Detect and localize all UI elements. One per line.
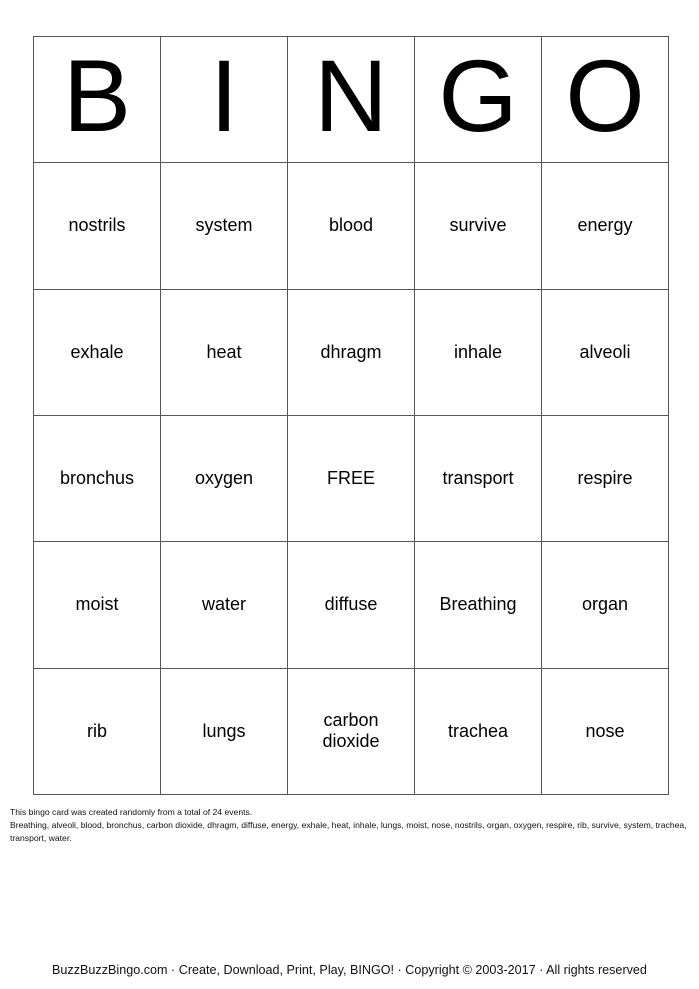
bingo-row [34, 163, 669, 289]
bingo-row [34, 289, 669, 415]
bingo-cell: survive [415, 163, 542, 289]
bingo-row [34, 668, 669, 794]
bingo-cell: respire [542, 415, 669, 541]
card-summary: This bingo card was created randomly from a total of 24 events. [10, 807, 253, 817]
events-list: Breathing, alveoli, blood, bronchus, carbon dioxide, dhragm, diffuse, energy, exhale, heat, inhale, lungs, moist, nose, nostrils, organ, oxygen, respire, rib, survive, system, trachea, transport, water. [10, 820, 687, 843]
bingo-cell: exhale [34, 289, 161, 415]
bingo-cell: energy [542, 163, 669, 289]
bingo-cell: dhragm [288, 289, 415, 415]
bingo-cell: organ [542, 542, 669, 668]
header-letter-text: N [314, 38, 388, 153]
bingo-cell: Breathing [415, 542, 542, 668]
bingo-cell: lungs [161, 668, 288, 794]
bingo-row [34, 415, 669, 541]
header-letter-text: I [209, 38, 239, 153]
bingo-cell: heat [161, 289, 288, 415]
header-letter-o [542, 37, 669, 163]
free-space-cell: FREE [288, 415, 415, 541]
header-letter-i [161, 37, 288, 163]
bingo-cell: diffuse [288, 542, 415, 668]
header-letter-b [34, 37, 161, 163]
bingo-cell: bronchus [34, 415, 161, 541]
bingo-row [34, 542, 669, 668]
page-footer: BuzzBuzzBingo.com · Create, Download, Print, Play, BINGO! · Copyright © 2003-2017 · All rights reserved [52, 963, 647, 977]
bingo-cell: alveoli [542, 289, 669, 415]
bingo-cell: trachea [415, 668, 542, 794]
header-letter-text: B [62, 38, 132, 153]
bingo-header-row [34, 37, 669, 163]
header-letter-n [288, 37, 415, 163]
bingo-cell: transport [415, 415, 542, 541]
bingo-cell: rib [34, 668, 161, 794]
bingo-cell: nose [542, 668, 669, 794]
bingo-cell: moist [34, 542, 161, 668]
bingo-cell: nostrils [34, 163, 161, 289]
bingo-cell: carbon dioxide [288, 668, 415, 794]
card-info [10, 806, 695, 845]
bingo-cell: oxygen [161, 415, 288, 541]
bingo-cell: system [161, 163, 288, 289]
bingo-cell: blood [288, 163, 415, 289]
bingo-cell: water [161, 542, 288, 668]
bingo-cell: inhale [415, 289, 542, 415]
header-letter-text: O [565, 38, 645, 153]
header-letter-text: G [438, 38, 518, 153]
header-letter-g [415, 37, 542, 163]
bingo-card [33, 36, 669, 795]
